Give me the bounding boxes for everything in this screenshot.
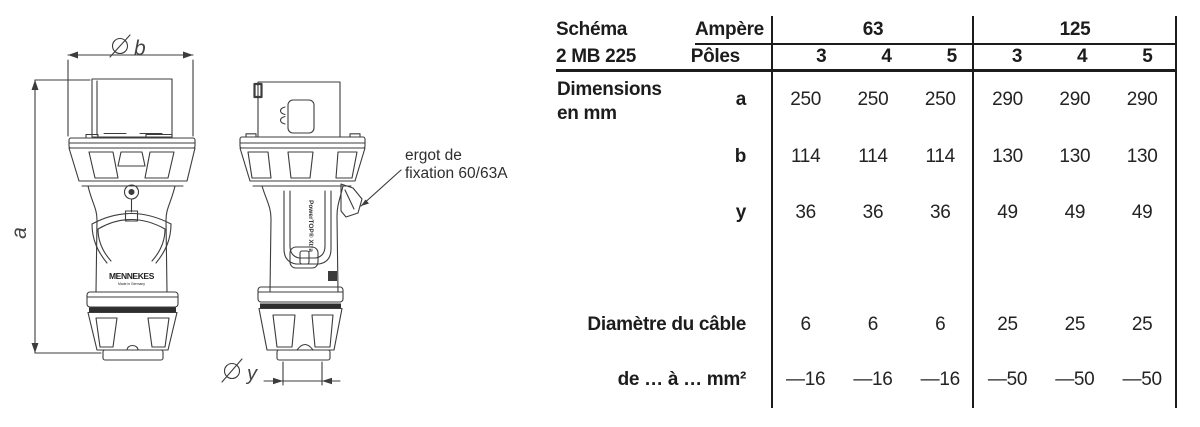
dimension-b [68,35,193,136]
ampere-group-63: 63 [862,19,884,40]
dimension-y [222,359,340,385]
row-label-b: b [734,146,746,167]
pole-col-header: 4 [1077,45,1088,67]
annotation-line2: fixation 60/63A [405,165,508,182]
dim-b-label: b [134,37,146,60]
dimensions-unit-label: Dimensions en mm [557,79,662,124]
pole-col-header: 3 [1011,45,1023,67]
side-model-label: PowerTOP® Xtra [307,200,314,252]
table-row: y 36 36 36 49 49 49 [556,186,1180,239]
brand-logo: MENNEKES [109,271,154,281]
dim-a-label: a [8,227,31,239]
table-row: b 114 114 114 130 130 130 [556,129,1180,185]
brand-sub: Made in Germany [118,282,145,286]
ampere-group-125: 125 [1059,19,1091,40]
dim-y-label: y [247,363,257,385]
fixing-lug [341,184,362,217]
pole-col-header: 3 [816,45,827,67]
technical-drawing [0,0,540,427]
col-header-ampere: Ampère [695,19,764,40]
seal-band [89,308,176,313]
plug-side-view [240,82,365,360]
pole-col-header: 4 [881,45,892,67]
table-header-poles-row [556,44,1180,69]
plug-front-view [69,79,195,360]
table-row: de … à … mm² —16 —16 —16 —50 —50 —50 [556,352,1180,408]
handle-arch [92,214,171,225]
row-label-cross-section: de … à … mm² [617,369,746,390]
seal-band-side [260,304,341,309]
col-header-poles: Pôles [690,45,740,67]
row-label-y: y [735,201,746,223]
table-row: Diamètre du câble 6 6 6 25 25 25 [556,297,1180,353]
annotation-line1: ergot de [405,147,462,164]
annotation-leader-line [361,170,401,206]
table-header-ampere-row [556,16,1180,44]
diameter-symbol-b [110,35,130,57]
dimension-a [8,80,101,353]
row-label-cable-diameter: Diamètre du câble [587,314,746,335]
table-corner-schema: Schéma [556,19,628,40]
annotation-fixing-lug [361,147,508,206]
pole-col-header: 5 [946,45,957,67]
diameter-symbol-y [222,359,242,382]
table-corner-model: 2 MB 225 [556,45,636,67]
row-label-a: a [735,89,746,110]
table-row: a 250 250 250 290 290 290 [556,72,1180,128]
dimensions-table [556,16,1180,408]
pole-col-header: 5 [1142,45,1153,67]
